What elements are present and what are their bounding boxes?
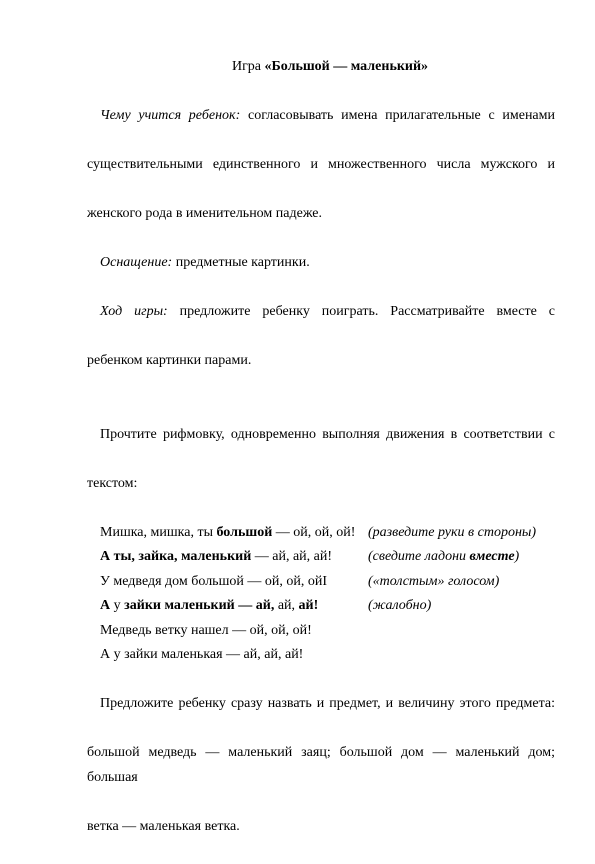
verse-text: у (110, 598, 125, 613)
poem-verse: У медведя дом большой — ой, ой, ойI (100, 573, 327, 589)
note-bold: вместе (469, 549, 515, 564)
note-text: ) (514, 549, 520, 564)
goal-line-2: существительными единственного и множественного числа мужского и (87, 157, 555, 172)
verse-bold: ай! (298, 598, 319, 613)
poem-line-4 (87, 594, 555, 619)
poem-line-2 (87, 545, 555, 570)
poem-stage-direction: («толстым» голосом) (368, 573, 500, 589)
conclusion-paragraph (87, 668, 555, 864)
poem-verse: А у зайки маленькая — ай, ай, ай! (100, 647, 304, 662)
poem-stage-direction: (жалобно) (368, 598, 432, 613)
instruction-line-2: текстом: (87, 475, 138, 491)
poem-line-3 (87, 570, 555, 595)
procedure-text-1: предложите ребенку поиграть. Рассматривайте вместе с (167, 304, 555, 319)
verse-bold: большой (216, 524, 273, 540)
procedure-line-1 (87, 300, 555, 325)
goal-line-3: женского рода в именительном падеже. (87, 206, 323, 221)
conclusion-line-2: большой медведь — маленький заяц; большой дом — маленький дом; большая (87, 745, 555, 785)
equipment-paragraph (87, 251, 555, 276)
page-title (87, 55, 555, 80)
poem-line-5 (87, 619, 555, 644)
title-game-name: «Большой — маленький» (264, 59, 429, 74)
goal-paragraph (87, 80, 555, 252)
conclusion-line-3: ветка — маленькая ветка. (87, 818, 240, 834)
equipment-label: Оснащение: (100, 255, 173, 270)
conclusion-line-1: Предложите ребенку сразу назвать и предмет, и величину этого предмета: (100, 696, 555, 711)
title-prefix: Игра (231, 59, 265, 74)
poem-block (87, 521, 555, 668)
verse-text: — ой, ой, ой! (272, 524, 356, 540)
document-body (87, 55, 555, 864)
instruction-line-1: Прочтите рифмовку, одновременно выполняя движения в соответствии с (100, 426, 555, 442)
goal-text-1: согласовывать имена прилагательные с именами (240, 108, 555, 123)
goal-label: Чему учится ребенок: (100, 108, 241, 123)
procedure-line-2: ребенком картинки парами. (87, 353, 252, 368)
procedure-paragraph (87, 276, 555, 399)
poem-stage-direction: (разведите руки в стороны) (368, 524, 537, 540)
verse-text: Мишка, мишка, ты (100, 524, 217, 540)
verse-bold: А ты, зайка, маленький (100, 549, 252, 564)
equipment-text: предметные картинки. (172, 255, 310, 270)
instruction-paragraph (87, 398, 555, 521)
verse-bold: А (100, 598, 111, 613)
note-text: (сведите ладони (368, 549, 470, 564)
poem-line-1 (87, 521, 555, 546)
poem-verse (100, 594, 318, 619)
poem-verse (100, 545, 332, 570)
verse-text: — ай, ай, ай! (251, 549, 333, 564)
poem-verse: Медведь ветку нашел — ой, ой, ой! (100, 622, 312, 638)
goal-line-1 (87, 104, 555, 129)
poem-verse (100, 521, 355, 546)
verse-text: ай, (274, 598, 299, 613)
poem-stage-direction (368, 545, 519, 570)
procedure-label: Ход игры: (100, 304, 168, 319)
poem-line-6 (87, 643, 555, 668)
verse-bold: зайки маленький — ай, (124, 598, 275, 613)
